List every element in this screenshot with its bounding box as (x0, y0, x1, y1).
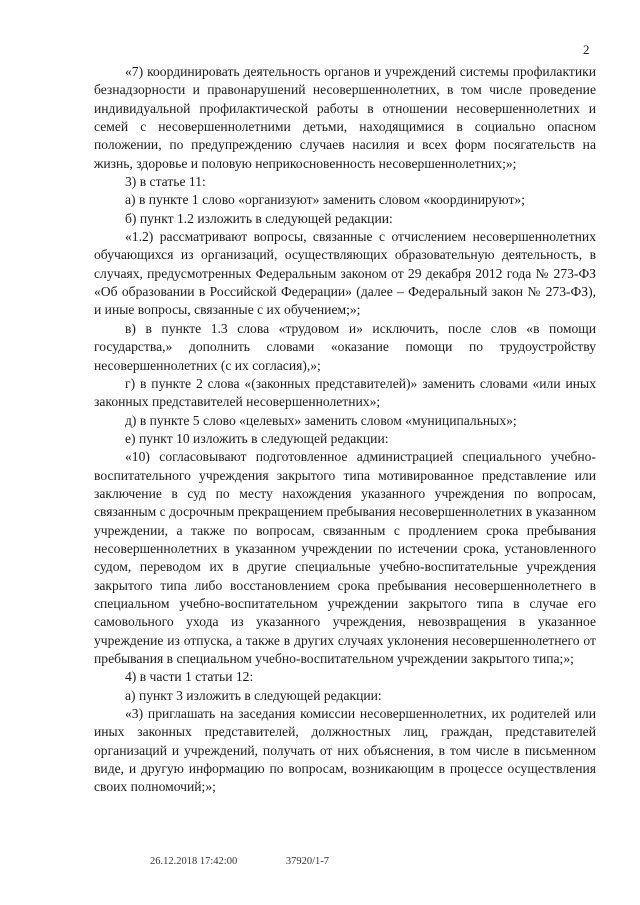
paragraph-sub-b: б) пункт 1.2 изложить в следующей редакции: (125, 210, 393, 226)
page-number: 2 (583, 42, 590, 57)
paragraph-sub-d: д) в пункте 5 слово «целевых» заменить словом «муниципальных»; (125, 412, 517, 428)
paragraph-sub-e: е) пункт 10 изложить в следующей редакции: (125, 430, 389, 446)
paragraph-sub-g: г) в пункте 2 слова «(законных представителей)» заменить словами «или иных законных представителей несовершеннолетних»; (94, 375, 596, 410)
footer-doc-code: 37920/1-7 (285, 856, 330, 867)
document-body (94, 63, 596, 797)
paragraph-item-1-2-text: «1.2) рассматривают вопросы, связанные с отчислением несовершеннолетних обучающихся из организаций, осуществляющих образовательную деятельность, в случаях, предусмотренных Федеральным законом от 29 декабря 2012 года № 273-ФЗ «Об образовании в Российской Федерации» (далее – Федеральный закон № 273-ФЗ), и иные вопросы, связанные с их обучением;»; (94, 229, 596, 318)
paragraph-sub-v: в) в пункте 1.3 слова «трудовом и» исключить, после слов «в помощи государства,» дополнить словами «оказание помощи по трудоустройству несовершеннолетних (с их согласия),»; (94, 320, 596, 373)
paragraph-article-11: 3) в статье 11: (125, 174, 206, 190)
paragraph-sub-a: а) в пункте 1 слово «организуют» заменить словом «координируют»; (125, 192, 525, 208)
document-footer (150, 856, 375, 867)
footer-timestamp: 26.12.2018 17:42:00 (150, 856, 238, 867)
paragraph-sub-a-2: а) пункт 3 изложить в следующей редакции: (125, 687, 382, 703)
paragraph-item-7-text: «7) координировать деятельность органов и учреждений системы профилактики безнадзорности и правонарушений несовершеннолетних, в том числе проведение индивидуальной профилактической работы в отношении несовершеннолетних и семей с несовершеннолетними детьми, находящимися в социально опасном положении, по предупреждению случаев насилия и всех форм посягательств на жизнь, здоровье и половую неприкосновенность несовершеннолетних;»; (94, 64, 596, 171)
paragraph-article-12: 4) в части 1 статьи 12: (125, 669, 254, 685)
paragraph-item-3-text: «3) приглашать на заседания комиссии несовершеннолетних, их родителей или иных законных представителей, должностных лиц, граждан, представителей организаций и учреждений, получать от них объяснения, в том числе в письменном виде, и другую информацию по вопросам, возникающим в процессе осуществления своих полномочий;»; (94, 706, 596, 795)
paragraph-item-10-text: «10) согласовывают подготовленное администрацией специального учебно-воспитательного учреждения закрытого типа мотивированное представление или заключение в суд по месту нахождения указанного учреждения по вопросам, связанным с досрочным прекращением пребывания несовершеннолетних в указанном учреждении, а также по вопросам, связанным с продлением срока пребывания несовершеннолетних в указанном учреждении по истечении срока, установленного судом, переводом их в другие специальные учебно-воспитательные учреждения закрытого типа либо восстановлением срока пребывания несовершеннолетнего в специальном учебно-воспитательном учреждении закрытого типа в случае его самовольного ухода из указанного учреждения, невозвращения в указанное учреждение из отпуска, а также в других случаях уклонения несовершеннолетнего от пребывания в специальном учебно-воспитательном учреждении закрытого типа;»; (94, 449, 596, 666)
